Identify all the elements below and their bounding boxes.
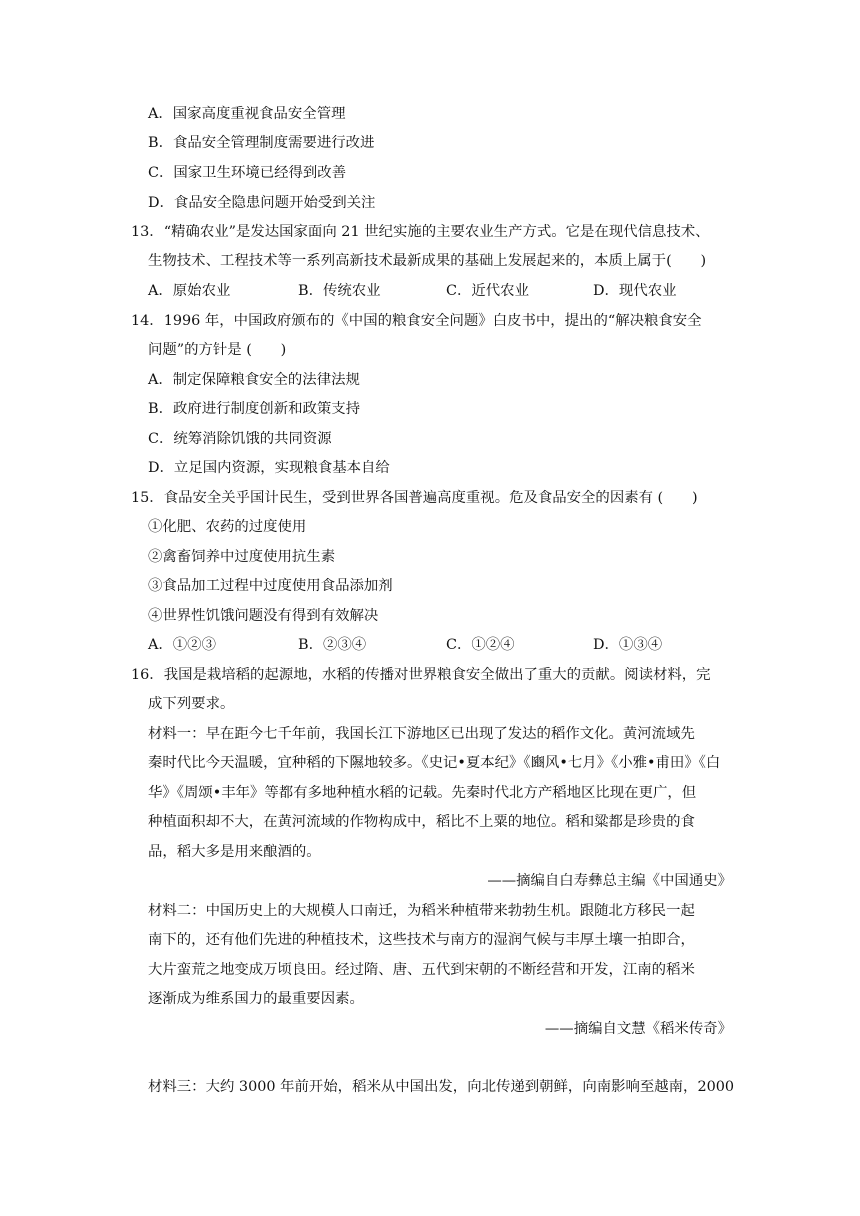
- q13-option-b: B．传统农业: [298, 283, 381, 299]
- material-3-line: 材料三：大约 3000 年前开始，稻米从中国出发，向北传递到朝鲜，向南影响至越南，2000: [148, 1079, 735, 1095]
- material-1-line: 品，稻大多是用来酿酒的。: [148, 844, 321, 860]
- q13-options: [148, 281, 738, 301]
- q13-option-c: C．近代农业: [446, 283, 529, 299]
- q14-option-c: C．统筹消除饥饿的共同资源: [148, 431, 332, 447]
- q15-item-4: ④世界性饥饿问题没有得到有效解决: [148, 608, 379, 624]
- q12-option-b: B．食品安全管理制度需要进行改进: [148, 135, 375, 151]
- q15-option-a: A．①②③: [148, 637, 216, 653]
- material-2-line: 南下的，还有他们先进的种植技术，这些技术与南方的湿润气候与丰厚土壤一拍即合，: [148, 932, 695, 948]
- q16-stem-line1: 16．我国是栽培稻的起源地，水稻的传播对世界粮食安全做出了重大的贡献。阅读材料，完: [131, 667, 711, 683]
- q13-option-d: D．现代农业: [593, 283, 677, 299]
- q14-option-b: B．政府进行制度创新和政策支持: [148, 401, 361, 417]
- material-2-source: ——摘编自文慧《稻米传奇》: [544, 1021, 732, 1037]
- q15-option-b: B．②③④: [298, 637, 367, 653]
- q15-option-c: C．①②④: [446, 637, 515, 653]
- q14-option-d: D．立足国内资源，实现粮食基本自给: [148, 460, 390, 476]
- material-1-line: 华》《周颂•丰年》等都有多地种植水稻的记载。先秦时代北方产稻地区比现在更广，但: [148, 785, 697, 801]
- q16-stem-line2: 成下列要求。: [148, 696, 235, 712]
- q14-option-a: A．制定保障粮食安全的法律法规: [148, 372, 360, 388]
- q15-option-d: D．①③④: [593, 637, 663, 653]
- material-2-line: 大片蛮荒之地变成万顷良田。经过隋、唐、五代到宋朝的不断经营和开发，江南的稻米: [148, 962, 695, 978]
- q12-option-c: C．国家卫生环境已经得到改善: [148, 165, 347, 181]
- q14-stem-line2: 问题”的方针是 ( ): [148, 342, 287, 358]
- material-2-line: 逐渐成为维系国力的最重要因素。: [148, 991, 364, 1007]
- q15-item-3: ③食品加工过程中过度使用食品添加剂: [148, 578, 393, 594]
- material-1-source: ——摘编自白寿彝总主编《中国通史》: [487, 873, 732, 889]
- material-1-line: 秦时代比今天温暖，宜种稻的下隰地较多。《史记•夏本纪》《豳风•七月》《小雅•甫田》《白: [148, 755, 721, 771]
- q15-item-1: ①化肥、农药的过度使用: [148, 519, 307, 535]
- q13-option-a: A．原始农业: [148, 283, 231, 299]
- material-1-line: 种植面积却不大，在黄河流域的作物构成中，稻比不上粟的地位。稻和粱都是珍贵的食: [148, 814, 695, 830]
- q15-item-2: ②禽畜饲养中过度使用抗生素: [148, 549, 336, 565]
- q15-stem: 15．食品安全关乎国计民生，受到世界各国普遍高度重视。危及食品安全的因素有 ( ): [131, 490, 698, 506]
- q12-option-a: A．国家高度重视食品安全管理: [148, 106, 346, 122]
- q14-stem-line1: 14．1996 年，中国政府颁布的《中国的粮食安全问题》白皮书中，提出的“解决粮食安全: [131, 313, 702, 329]
- q13-stem-line2: 生物技术、工程技术等一系列高新技术最新成果的基础上发展起来的，本质上属于( ): [148, 253, 707, 269]
- material-2-line: 材料二：中国历史上的大规模人口南迁，为稻米种植带来勃勃生机。跟随北方移民一起: [148, 903, 695, 919]
- q13-stem-line1: 13．“精确农业”是发达国家面向 21 世纪实施的主要农业生产方式。它是在现代信息技术、: [131, 224, 710, 240]
- q15-options: [148, 635, 738, 655]
- q12-option-d: D．食品安全隐患问题开始受到关注: [148, 195, 376, 211]
- material-1-line: 材料一：早在距今七千年前，我国长江下游地区已出现了发达的稻作文化。黄河流域先: [148, 726, 695, 742]
